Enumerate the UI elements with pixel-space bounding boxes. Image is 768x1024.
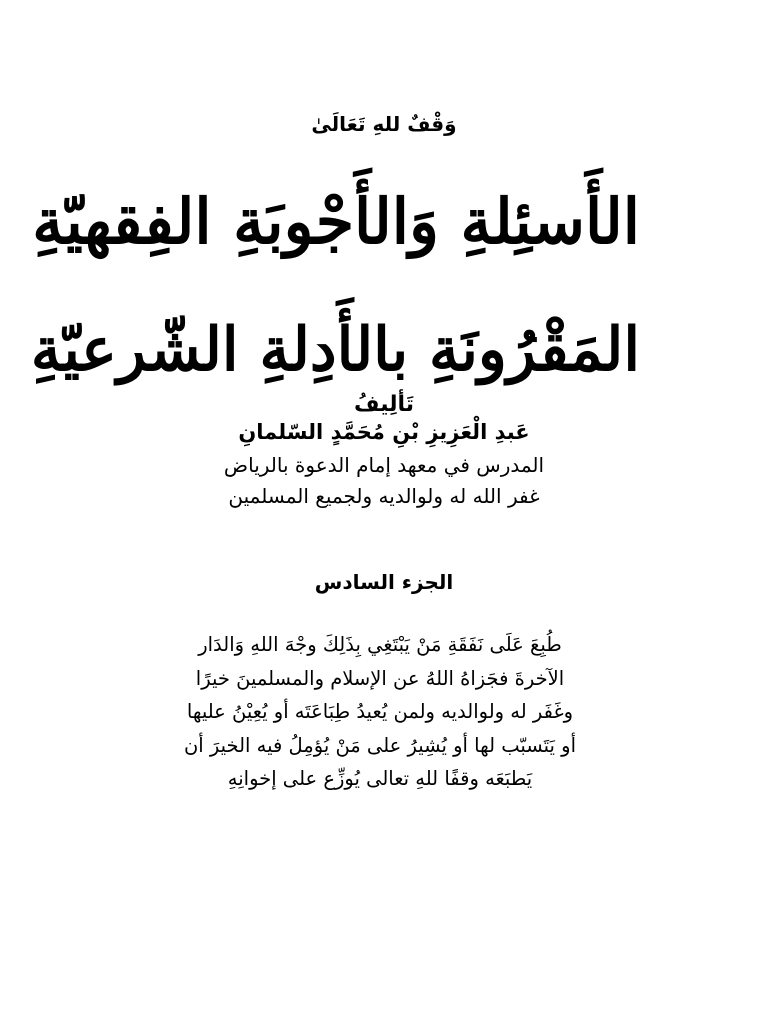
dedication-paragraph	[150, 628, 610, 796]
dedication-line: أو يَتَسبّب لها أو يُشِيرُ على مَنْ يُؤمِلُ فيه الخيرَ أن	[183, 733, 577, 757]
dedication-line: الآخرةَ فجَزاهُ اللهُ عن الإسلام والمسلمينَ خيرًا	[195, 666, 565, 690]
book-title-line-2: المَقْرُونَةِ بالأَدِلةِ الشّرعيّةِ	[30, 315, 640, 385]
authorship-label: تَألِيفُ	[354, 392, 414, 417]
volume-label: الجزء السادس	[314, 570, 454, 594]
dedication-line: وغَفَر له ولوالديه ولمن يُعيدُ طِبَاعَتَه أو يُعِيْنُ عليها	[186, 700, 574, 723]
author-dua: غفر الله له ولوالديه ولجميع المسلمين	[228, 484, 540, 508]
book-title-line-1: الأَسئِلةِ وَالأَجْوبَةِ الفِقهيّةِ	[32, 185, 640, 258]
dedication-line: يَطبَعَه وقفًا للهِ تعالى يُوزِّع على إخوانِهِ	[227, 767, 533, 790]
author-name: عَبدِ الْعَزِيزِ بْنِ مُحَمَّدٍ السّلمانِ	[238, 420, 530, 444]
author-role: المدرس في معهد إمام الدعوة بالرياض	[223, 453, 545, 477]
dedication-line: طُبِعَ عَلَى نَفَقَةِ مَنْ يَبْتَغِي بِذَلِكَ وجْهَ اللهِ وَالدَار	[198, 633, 562, 656]
waqf-notice: وَقْفٌ للهِ تَعَالَىٰ	[311, 112, 457, 136]
